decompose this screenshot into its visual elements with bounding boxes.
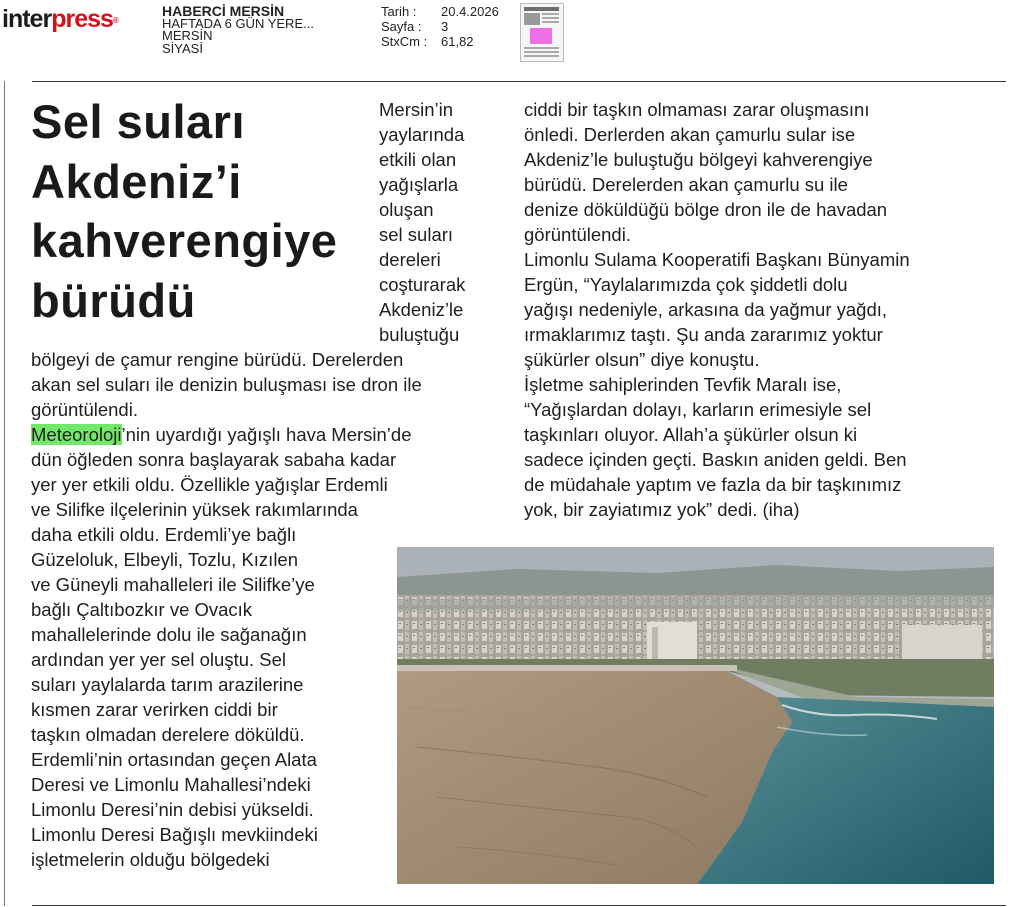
- article-photo: [397, 547, 994, 884]
- publication-frequency: HAFTADA 6 GÜN YERE...: [162, 15, 314, 31]
- clipping-meta: [381, 4, 499, 49]
- text-line: coşturarak: [379, 274, 466, 295]
- text-line: oluşan: [379, 199, 434, 220]
- text-line: yer yer etkili oldu. Özellikle yağışlar Erdemli: [31, 474, 388, 495]
- text-line: önledi. Derlerden akan çamurlu sular ise: [524, 124, 856, 145]
- text-line: sel suları: [379, 224, 454, 245]
- bottom-divider: [32, 905, 1006, 906]
- column1-body: [31, 347, 422, 872]
- text-line: işletmelerin olduğu bölgedeki: [31, 849, 270, 870]
- text-line: taşkınları oluyor. Allah’a şükürler olsun ki: [524, 424, 858, 445]
- headline-line: Sel suları: [31, 95, 245, 148]
- text-line: ve Silifke ilçelerinin yüksek rakımlarında: [31, 499, 358, 520]
- text-line: Akdeniz’le buluştuğu bölgeyi kahverengiye: [524, 149, 873, 170]
- text-line: İşletme sahiplerinden Tevfik Maralı ise,: [524, 374, 842, 395]
- text-line: mahallelerinde dolu ile sağanağın: [31, 624, 307, 645]
- page-label: Sayfa :: [381, 19, 422, 34]
- highlighted-keyword: Meteoroloji: [31, 424, 122, 445]
- text-line: görüntülendi.: [31, 399, 138, 420]
- text-line: Ergün, “Yaylalarımızda çok şiddetli dolu: [524, 274, 848, 295]
- publication-info: [162, 5, 314, 55]
- text-line: suları yaylalarda tarım arazilerine: [31, 674, 304, 695]
- headline-line: kahverengiye: [31, 214, 338, 267]
- text-line: sadece içinden geçti. Baskın aniden geldi. Ben: [524, 449, 907, 470]
- text-line: Erdemli’nin ortasından geçen Alata: [31, 749, 317, 770]
- column1-intro: [379, 97, 465, 347]
- text-line: Mersin’in: [379, 99, 454, 120]
- column2-body: [524, 97, 910, 522]
- publication-section: SİYASİ: [162, 40, 203, 56]
- stxcm-value: 61,82: [441, 34, 474, 49]
- text-line: ve Güneyli mahalleleri ile Silifke’ye: [31, 574, 315, 595]
- meta-stxcm: [381, 34, 499, 49]
- headline-line: Akdeniz’i: [31, 154, 242, 208]
- text-line: kısmen zarar verirken ciddi bir: [31, 699, 278, 720]
- meta-page: [381, 19, 499, 34]
- text-line: yok, bir zayiatımız yok” dedi. (iha): [524, 499, 800, 520]
- text-line: dün öğleden sonra başlayarak sabaha kadar: [31, 449, 397, 470]
- page-value: 3: [441, 19, 449, 34]
- left-divider: [4, 81, 5, 906]
- text-line: daha etkili oldu. Erdemli’ye bağlı: [31, 524, 297, 545]
- text-line: görüntülendi.: [524, 224, 631, 245]
- text-line: Meteoroloji’nin uyardığı yağışlı hava Mersin’de: [31, 424, 412, 445]
- text-line: akan sel suları ile denizin buluşması ise dron ile: [31, 374, 422, 395]
- interpress-logo: [2, 4, 118, 34]
- article-headline: [31, 92, 376, 330]
- text-line: “Yağışlardan dolayı, karların erimesiyle sel: [524, 399, 872, 420]
- meta-date: [381, 4, 499, 19]
- text-line: Limonlu Deresi Bağışlı mevkiindeki: [31, 824, 318, 845]
- logo-text-part1: inter: [2, 5, 52, 33]
- text-line: denize döküldüğü bölge dron ile de havadan: [524, 199, 888, 220]
- stxcm-label: StxCm :: [381, 34, 428, 49]
- text-line: de müdahale yaptım ve fazla da bir taşkınımız: [524, 474, 902, 495]
- text-line: şükürler olsun” diye konuştu.: [524, 349, 760, 370]
- text-line: buluştuğu: [379, 324, 460, 345]
- logo-text-part2: press: [51, 5, 113, 33]
- text-line: yağışı nedeniyle, arkasına da yağmur yağdı,: [524, 299, 888, 320]
- text-line: Limonlu Sulama Kooperatifi Başkanı Bünyamin: [524, 249, 910, 270]
- text-line: dereleri: [379, 249, 441, 270]
- date-value: 20.4.2026: [441, 4, 499, 19]
- top-divider: [32, 81, 1006, 82]
- text-line: yaylarında: [379, 124, 465, 145]
- page-thumbnail[interactable]: [520, 3, 564, 62]
- text-line: Deresi ve Limonlu Mahallesi’ndeki: [31, 774, 311, 795]
- text-line: Güzeloluk, Elbeyli, Tozlu, Kızılen: [31, 549, 299, 570]
- text-line: etkili olan: [379, 149, 457, 170]
- publication-name: HABERCİ MERSİN: [162, 3, 285, 19]
- article-location-marker: [530, 28, 552, 44]
- text-line: yağışlarla: [379, 174, 459, 195]
- text-line: ardından yer yer sel oluştu. Sel: [31, 649, 287, 670]
- headline-line: bürüdü: [31, 273, 196, 327]
- text-line: bölgeyi de çamur rengine bürüdü. Derelerden: [31, 349, 404, 370]
- date-label: Tarih :: [381, 4, 417, 19]
- text-line: ciddi bir taşkın olmaması zarar oluşmasını: [524, 99, 870, 120]
- publication-city: MERSİN: [162, 28, 213, 43]
- text-line: Limonlu Deresi’nin debisi yükseldi.: [31, 799, 314, 820]
- text-line: Akdeniz’le: [379, 299, 464, 320]
- text-line: ırmaklarımız taştı. Şu anda zararımız yoktur: [524, 324, 883, 345]
- registered-mark: ®: [112, 16, 118, 25]
- text-line: bağlı Çaltıbozkır ve Ovacık: [31, 599, 253, 620]
- text-line: bürüdü. Derelerden akan çamurlu su ile: [524, 174, 848, 195]
- drone-photo-muddy-sea: [397, 547, 994, 884]
- text-line: taşkın olmadan derelere döküldü.: [31, 724, 305, 745]
